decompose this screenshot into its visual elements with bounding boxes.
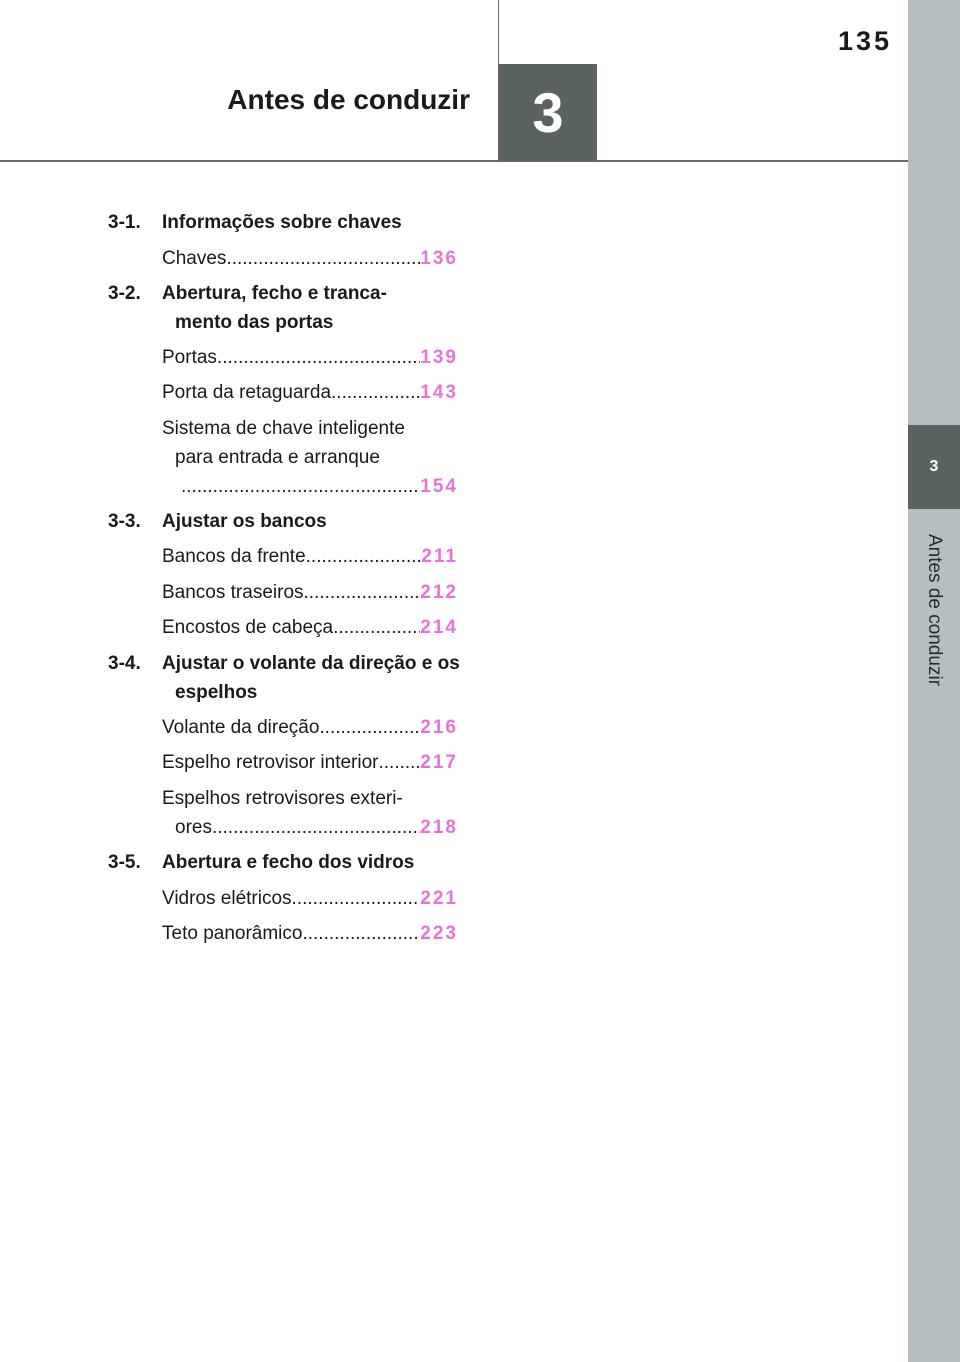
toc-entry-text: Porta da retaguarda bbox=[162, 382, 332, 403]
toc-entry[interactable] bbox=[162, 378, 458, 407]
toc-entry[interactable] bbox=[162, 748, 458, 777]
page-reference[interactable]: 217 bbox=[420, 752, 458, 773]
section-title: Ajustar os bancos bbox=[162, 511, 327, 532]
toc-entry-text: Portas bbox=[162, 347, 217, 368]
section-title: Abertura, fecho e tranca- mento das portas bbox=[162, 283, 387, 333]
dot-leader bbox=[333, 613, 420, 642]
section-number: 3-4. bbox=[108, 653, 141, 674]
page-reference[interactable]: 214 bbox=[420, 617, 458, 638]
toc-entry-text: Vidros elétricos bbox=[162, 888, 292, 909]
section-title: Abertura e fecho dos vidros bbox=[162, 852, 415, 873]
sidebar-chapter-tab[interactable] bbox=[908, 425, 960, 509]
toc-entry-text: Teto panorâmico bbox=[162, 923, 303, 944]
section-number: 3-5. bbox=[108, 852, 141, 873]
page-reference[interactable]: 216 bbox=[420, 717, 458, 738]
toc-entry-text: Bancos traseiros bbox=[162, 582, 304, 603]
dot-leader bbox=[181, 472, 420, 501]
toc-entry-text: Chaves bbox=[162, 248, 227, 269]
toc-entry[interactable] bbox=[162, 414, 458, 501]
dot-leader bbox=[302, 919, 420, 948]
sidebar-label-text: Antes de conduzir bbox=[924, 533, 945, 687]
page-reference[interactable]: 136 bbox=[420, 248, 458, 269]
toc-entry-text: Bancos da frente bbox=[162, 546, 306, 567]
toc-entry[interactable] bbox=[162, 884, 458, 913]
chapter-title: Antes de conduzir bbox=[227, 84, 470, 115]
page-reference[interactable]: 221 bbox=[420, 888, 458, 909]
dot-leader bbox=[226, 244, 420, 273]
page-number: 135 bbox=[837, 26, 892, 56]
toc-entry-text-line: Sistema de chave inteligente bbox=[162, 418, 405, 439]
section-number: 3-1. bbox=[108, 212, 141, 233]
dot-leader bbox=[378, 748, 420, 777]
toc-entry-text-line: para entrada e arranque bbox=[175, 447, 380, 468]
toc-entry-text: Encostos de cabeça bbox=[162, 617, 334, 638]
toc-entry-text: Espelho retrovisor interior bbox=[162, 752, 379, 773]
toc-entry[interactable] bbox=[162, 578, 458, 607]
chapter-number-box bbox=[499, 64, 597, 161]
dot-leader bbox=[319, 713, 420, 742]
page-reference[interactable]: 211 bbox=[421, 546, 458, 567]
toc-entry[interactable] bbox=[162, 919, 458, 948]
page-reference[interactable]: 139 bbox=[420, 347, 458, 368]
sidebar-tab-number: 3 bbox=[929, 458, 939, 475]
toc-entry[interactable] bbox=[162, 713, 458, 742]
toc-entry[interactable] bbox=[162, 343, 458, 372]
section-number: 3-2. bbox=[108, 283, 141, 304]
section-title: Ajustar o volante da direção e os espelhos bbox=[162, 653, 460, 703]
page-reference[interactable]: 223 bbox=[420, 923, 458, 944]
page-reference[interactable]: 212 bbox=[420, 582, 458, 603]
toc-entry-text-line: Espelhos retrovisores exteri- bbox=[162, 788, 403, 809]
page-reference[interactable]: 143 bbox=[420, 382, 458, 403]
dot-leader bbox=[292, 884, 421, 913]
toc-entry-text: Volante da direção bbox=[162, 717, 320, 738]
section-title: Informações sobre chaves bbox=[162, 212, 402, 233]
dot-leader bbox=[212, 813, 420, 842]
section-number: 3-3. bbox=[108, 511, 141, 532]
toc-entry[interactable] bbox=[162, 542, 458, 571]
dot-leader bbox=[304, 578, 421, 607]
toc-entry[interactable] bbox=[162, 784, 458, 842]
toc-entry[interactable] bbox=[162, 244, 458, 273]
page-reference[interactable]: 218 bbox=[420, 817, 458, 838]
dot-leader bbox=[306, 542, 422, 571]
dot-leader bbox=[331, 378, 420, 407]
page-reference[interactable]: 154 bbox=[420, 476, 458, 497]
toc-entry-text: ores bbox=[175, 817, 212, 838]
chapter-number: 3 bbox=[532, 81, 564, 144]
toc-entry[interactable] bbox=[162, 613, 458, 642]
header-divider-horizontal bbox=[0, 160, 908, 162]
dot-leader bbox=[217, 343, 420, 372]
